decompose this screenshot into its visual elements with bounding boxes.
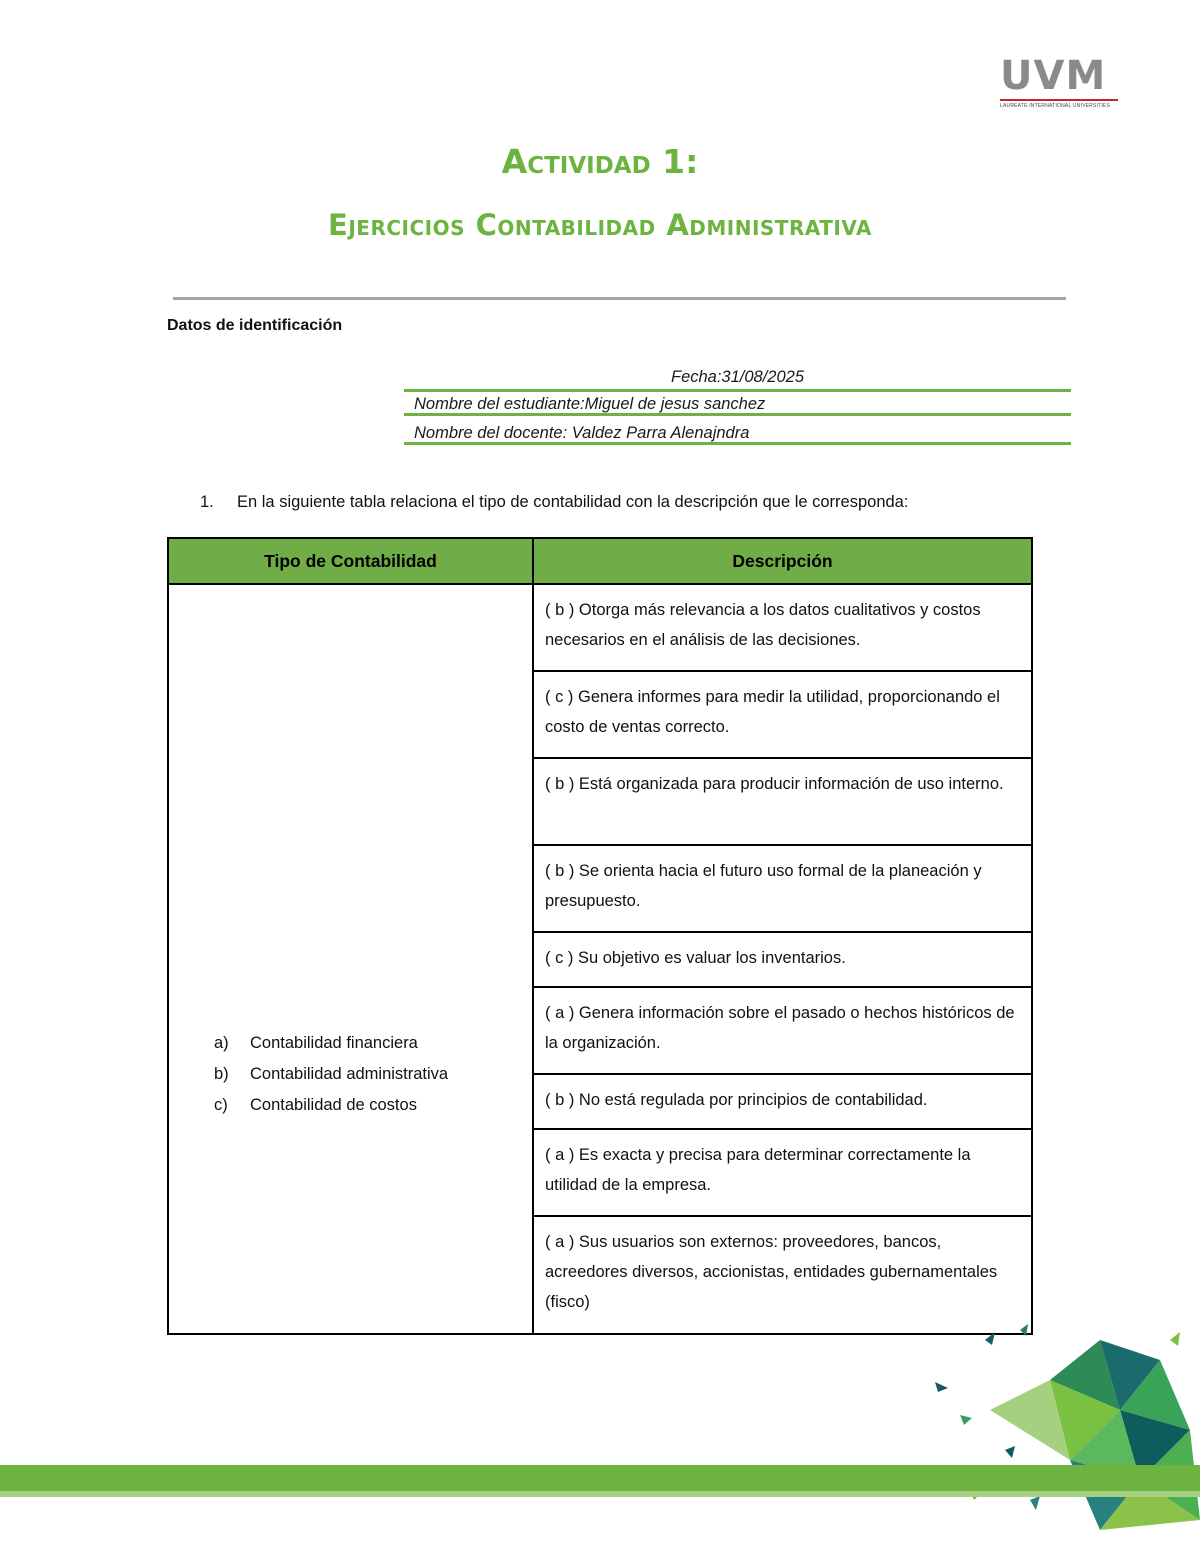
activity-subtitle: Ejercicios Contabilidad Administrativa (328, 208, 872, 242)
teacher-name-line: Nombre del docente: Valdez Parra Alenajndra (404, 423, 1071, 445)
description-cell: ( b ) Otorga más relevancia a los datos cualitativos y costos necesarios en el análisis de las decisiones. (533, 584, 1032, 671)
identification-label: Datos de identificación (167, 317, 343, 334)
header-type: Tipo de Contabilidad (168, 538, 533, 584)
type-label: Contabilidad de costos (250, 1095, 417, 1114)
type-item (214, 1090, 532, 1121)
table-row (168, 584, 1032, 671)
footer-band (0, 1465, 1200, 1491)
logo-text: UVM (1000, 53, 1107, 99)
type-item (214, 1059, 532, 1090)
description-cell: ( b ) Está organizada para producir información de uso interno. (533, 758, 1032, 845)
description-cell: ( a ) Es exacta y precisa para determinar correctamente la utilidad de la empresa. (533, 1129, 1032, 1216)
type-label: Contabilidad financiera (250, 1033, 418, 1052)
type-label: Contabilidad administrativa (250, 1064, 449, 1083)
type-item (214, 1028, 532, 1059)
description-cell: ( a ) Genera información sobre el pasado o hechos históricos de la organización. (533, 987, 1032, 1074)
description-cell: ( b ) No está regulada por principios de contabilidad. (533, 1074, 1032, 1129)
instruction-text: En la siguiente tabla relaciona el tipo de contabilidad con la descripción que le corresponda: (237, 493, 909, 511)
types-list (169, 1028, 532, 1121)
instruction (200, 493, 908, 512)
footer-band-light (0, 1491, 1200, 1497)
date-line (404, 367, 1071, 392)
matching-table (167, 537, 1033, 1335)
type-letter: a) (214, 1033, 229, 1052)
table-header-row (168, 538, 1032, 584)
instruction-number: 1. (200, 493, 214, 511)
description-cell: ( c ) Su objetivo es valuar los inventarios. (533, 932, 1032, 987)
activity-title: Actividad 1: (501, 142, 699, 181)
description-cell: ( c ) Genera informes para medir la utilidad, proporcionando el costo de ventas correcto. (533, 671, 1032, 758)
student-name-line: Nombre del estudiante:Miguel de jesus sanchez (404, 394, 1071, 416)
types-cell (168, 584, 533, 1334)
divider (173, 297, 1066, 300)
logo-subtitle: LAUREATE INTERNATIONAL UNIVERSITIES (1000, 103, 1110, 109)
type-letter: c) (214, 1095, 228, 1114)
header-description: Descripción (533, 538, 1032, 584)
description-cell: ( b ) Se orienta hacia el futuro uso formal de la planeación y presupuesto. (533, 845, 1032, 932)
logo-underline (1000, 99, 1118, 101)
date-value: Fecha:31/08/2025 (670, 368, 805, 386)
uvm-logo (1000, 53, 1120, 109)
description-cell: ( a ) Sus usuarios son externos: proveedores, bancos, acreedores diversos, accionistas, entidades gubernamentales (fisco) (533, 1216, 1032, 1334)
decorative-polygons (930, 1320, 1200, 1553)
type-letter: b) (214, 1064, 229, 1083)
